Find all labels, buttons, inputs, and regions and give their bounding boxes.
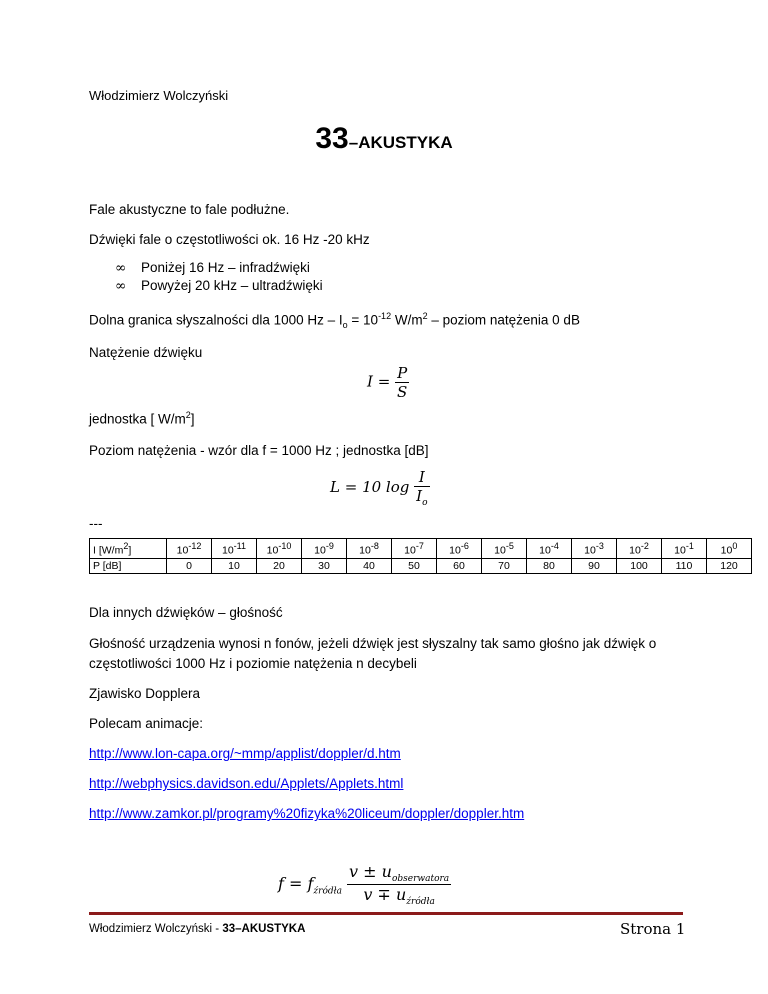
label-text: ]	[128, 544, 132, 557]
table-cell-level: 70	[482, 558, 527, 573]
power-base: 10	[720, 544, 733, 557]
table-cell-intensity	[707, 539, 752, 559]
threshold-unit: W/m	[391, 312, 423, 328]
table-cell-intensity	[482, 539, 527, 559]
bullet-item	[115, 260, 310, 276]
numerator-text: v ± u	[349, 862, 392, 881]
label-text: I [W/m	[93, 544, 124, 557]
formula-numerator: I	[414, 468, 429, 487]
power-base: 10	[674, 544, 686, 557]
table-cell-level: 40	[347, 558, 392, 573]
threshold-exponent: -12	[378, 311, 392, 321]
footer-author: Włodzimierz Wolczyński -	[89, 923, 223, 935]
intensity-heading: Natężenie dźwięku	[89, 345, 203, 360]
power-base: 10	[494, 544, 506, 557]
power-exponent: -7	[415, 541, 424, 551]
paragraph-frequency-range: Dźwięki fale o częstotliwości ok. 16 Hz -20 kHz	[89, 232, 370, 247]
author-header: Włodzimierz Wolczyński	[89, 88, 229, 103]
power-base: 10	[404, 544, 416, 557]
page-title	[0, 122, 768, 156]
footer-divider	[89, 912, 683, 915]
threshold-text: Dolna granica słyszalności dla 1000 Hz – I	[89, 312, 343, 328]
table-cell-intensity	[302, 539, 347, 559]
formula-level	[330, 468, 430, 508]
power-base: 10	[176, 544, 189, 557]
power-exponent: -4	[550, 541, 559, 551]
unit-text: jednostka [ W/m	[89, 411, 186, 427]
formula-numerator	[347, 862, 451, 885]
power-exponent: -9	[325, 541, 334, 551]
formula-fraction	[395, 364, 409, 401]
power-exponent: -6	[460, 541, 469, 551]
table-cell-intensity	[257, 539, 302, 559]
power-exponent: -8	[370, 541, 379, 551]
power-base: 10	[629, 544, 641, 557]
power-exponent: -2	[640, 541, 649, 551]
table-row-level	[90, 558, 752, 573]
table-cell-intensity	[527, 539, 572, 559]
power-base: 10	[221, 544, 234, 557]
formula-fraction	[414, 468, 429, 508]
threshold-text: = 10	[347, 312, 379, 328]
table-row-label: P [dB]	[90, 558, 167, 573]
paragraph-waves: Fale akustyczne to fale podłużne.	[89, 202, 290, 217]
table-cell-level: 80	[527, 558, 572, 573]
formula-intensity	[367, 364, 409, 401]
table-cell-intensity	[437, 539, 482, 559]
power-base: 10	[314, 544, 326, 557]
table-cell-level: 60	[437, 558, 482, 573]
denominator-text: v ∓ u	[363, 885, 407, 905]
power-exponent: -3	[595, 541, 604, 551]
page-number: Strona 1	[620, 920, 686, 938]
title-number: 33	[315, 122, 349, 155]
threshold-unit-exponent: 2	[422, 311, 428, 321]
infinity-bullet-icon: ∞	[115, 278, 127, 294]
formula-denominator	[347, 885, 451, 907]
table-cell-level: 50	[392, 558, 437, 573]
table-cell-level: 30	[302, 558, 347, 573]
loudness-line: Głośność urządzenia wynosi n fonów, jeżeli dźwięk jest słyszalny tak samo głośno jak dźwięk o	[89, 636, 657, 651]
formula-denominator	[414, 487, 429, 508]
label-exponent: 2	[123, 541, 129, 551]
table-cell-level: 0	[167, 558, 212, 573]
table-cell-level: 90	[572, 558, 617, 573]
formula-lhs: f = f	[278, 874, 314, 894]
power-exponent: 0	[732, 541, 738, 551]
table-cell-level: 20	[257, 558, 302, 573]
table-cell-level: 120	[707, 558, 752, 573]
unit-exponent: 2	[185, 410, 191, 420]
table-cell-intensity	[572, 539, 617, 559]
bullet-text: Powyżej 20 kHz – ultradźwięki	[141, 278, 323, 293]
doppler-heading: Zjawisko Dopplera	[89, 686, 201, 701]
table-cell-intensity	[347, 539, 392, 559]
power-exponent: -5	[505, 541, 514, 551]
table-row-label	[90, 539, 167, 559]
table-cell-intensity	[167, 539, 212, 559]
power-exponent: -12	[188, 541, 202, 551]
threshold-sub: o	[342, 320, 348, 331]
formula-lhs: I =	[367, 372, 391, 391]
denominator-symbol: I	[416, 487, 423, 505]
infinity-bullet-icon: ∞	[115, 260, 127, 276]
power-base: 10	[584, 544, 596, 557]
table-cell-intensity	[662, 539, 707, 559]
link-zamkor[interactable]: http://www.zamkor.pl/programy%20fizyka%20liceum/doppler/doppler.htm	[89, 806, 525, 821]
formula-doppler	[278, 862, 451, 907]
table-cell-level: 100	[617, 558, 662, 573]
table-cell-level: 110	[662, 558, 707, 573]
intensity-level-table	[89, 538, 752, 574]
title-text: –AKUSTYKA	[348, 133, 453, 152]
link-lon-capa[interactable]: http://www.lon-capa.org/~mmp/applist/doppler/d.htm	[89, 746, 401, 761]
denominator-sub: źródła	[406, 897, 435, 908]
bullet-text: Poniżej 16 Hz – infradźwięki	[141, 260, 310, 275]
formula-lhs-sub: źródła	[313, 886, 342, 897]
numerator-sub: obserwatora	[391, 874, 450, 885]
formula-numerator: P	[395, 364, 409, 383]
bullet-item	[115, 278, 323, 294]
threshold-text: – poziom natężenia 0 dB	[427, 312, 580, 328]
link-webphysics[interactable]: http://webphysics.davidson.edu/Applets/Applets.html	[89, 776, 404, 791]
power-base: 10	[539, 544, 551, 557]
table-cell-intensity	[392, 539, 437, 559]
unit-line	[89, 410, 195, 427]
unit-text: ]	[190, 411, 195, 427]
table-cell-intensity	[617, 539, 662, 559]
separator-dashes: ---	[89, 516, 103, 531]
power-exponent: -10	[278, 541, 292, 551]
footer-chapter: 33–AKUSTYKA	[222, 923, 306, 935]
power-exponent: -11	[233, 541, 247, 551]
loudness-line: częstotliwości 1000 Hz i poziomie natężenia n decybeli	[89, 656, 417, 671]
recommend-text: Polecam animacje:	[89, 716, 204, 731]
power-base: 10	[266, 544, 279, 557]
power-exponent: -1	[685, 541, 694, 551]
formula-denominator: S	[397, 383, 408, 401]
table-cell-level: 10	[212, 558, 257, 573]
table-cell-intensity	[212, 539, 257, 559]
power-base: 10	[449, 544, 461, 557]
denominator-sub: o	[422, 498, 428, 508]
paragraph-threshold	[89, 311, 580, 330]
table-row-intensity	[90, 539, 752, 559]
footer-text	[89, 923, 305, 935]
power-base: 10	[359, 544, 371, 557]
formula-fraction	[347, 862, 451, 907]
level-heading: Poziom natężenia - wzór dla f = 1000 Hz ; jednostka [dB]	[89, 443, 429, 458]
loudness-heading: Dla innych dźwięków – głośność	[89, 605, 283, 620]
formula-lhs: L = 10 log	[330, 478, 410, 496]
